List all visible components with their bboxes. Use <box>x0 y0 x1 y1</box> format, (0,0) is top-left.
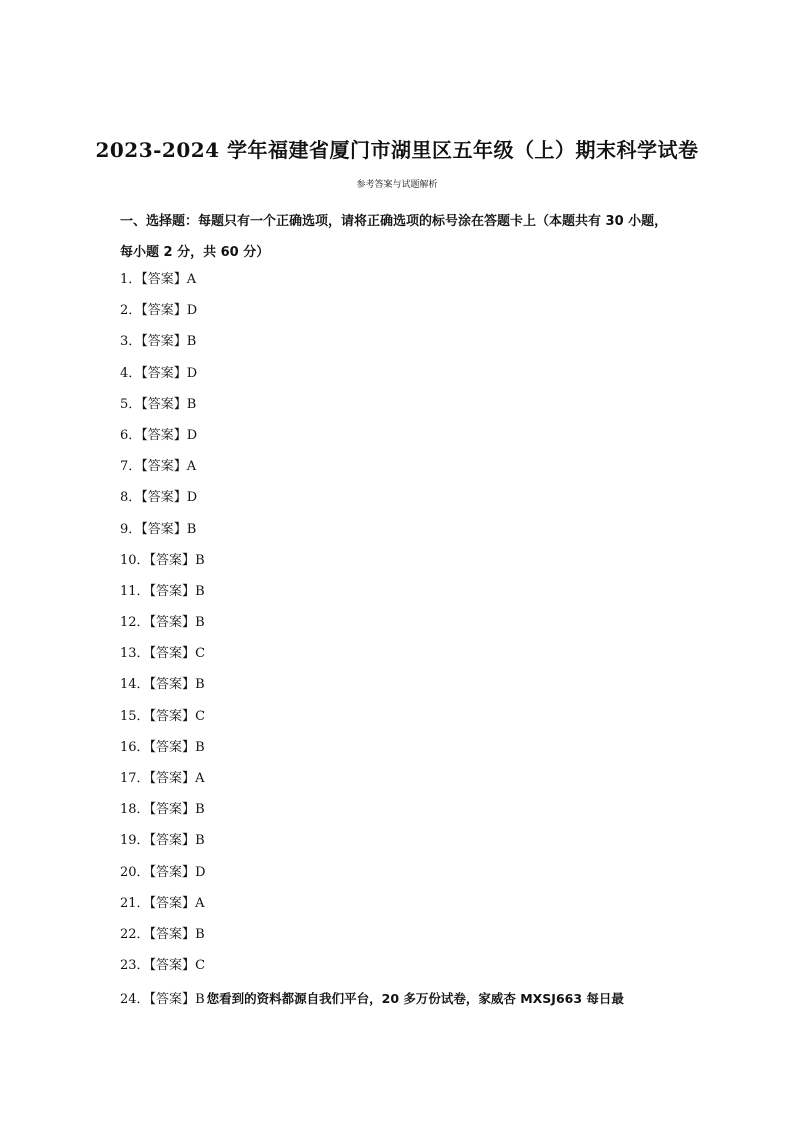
answer-value: B <box>195 739 205 755</box>
answer-value: C <box>195 708 206 724</box>
answer-value: B <box>195 992 205 1008</box>
answer-label: 【答案】 <box>149 677 196 693</box>
answer-row <box>120 638 680 669</box>
answer-value: A <box>186 459 197 475</box>
answer-label: 【答案】 <box>149 926 196 942</box>
answer-row <box>120 701 680 732</box>
answer-label: 【答案】 <box>141 303 187 319</box>
promo-text: 您看到的资料都源自我们平台，20 多万份试卷，家威杏 MXSJ663 每日最 <box>206 991 624 1007</box>
answer-number: 15． <box>120 708 150 724</box>
answer-label: 【答案】 <box>149 708 196 724</box>
answer-number: 19． <box>120 833 150 849</box>
answer-value: C <box>195 646 206 662</box>
answer-label: 【答案】 <box>149 615 196 631</box>
answer-value: B <box>195 802 205 818</box>
answer-value: D <box>186 303 198 319</box>
answer-number: 1． <box>120 272 142 287</box>
answer-number: 13． <box>120 646 150 662</box>
answer-number: 10． <box>120 552 150 568</box>
answer-row <box>120 732 680 763</box>
answer-label: 【答案】 <box>149 895 196 911</box>
answer-label: 【答案】 <box>141 334 187 350</box>
answer-label: 【答案】 <box>149 646 196 662</box>
answer-number: 2． <box>120 303 142 319</box>
answer-number: 14． <box>120 677 150 693</box>
answer-value: B <box>195 833 205 849</box>
answer-row <box>120 919 680 950</box>
answer-row <box>120 794 680 825</box>
answer-label: 【答案】 <box>149 583 196 599</box>
answer-number: 8． <box>120 490 142 506</box>
answer-label: 【答案】 <box>149 771 196 786</box>
answer-row <box>120 545 680 576</box>
answer-value: B <box>186 334 197 350</box>
answer-number: 17． <box>120 771 150 786</box>
answer-number: 18． <box>120 802 150 818</box>
answer-value: B <box>195 552 205 568</box>
answer-number: 23． <box>120 958 150 974</box>
answer-number: 9． <box>120 521 142 537</box>
answer-value: B <box>195 677 205 693</box>
answer-row <box>120 950 680 981</box>
answer-label: 【答案】 <box>141 396 187 412</box>
answer-row <box>120 451 680 482</box>
answer-label: 【答案】 <box>149 833 196 849</box>
answer-value: B <box>186 521 197 537</box>
answer-value: B <box>195 926 205 942</box>
answer-row <box>120 888 680 919</box>
answer-number: 16． <box>120 739 150 755</box>
answer-number: 4． <box>120 365 142 381</box>
answer-value: D <box>186 365 198 381</box>
answer-row <box>120 576 680 607</box>
answer-number: 21． <box>120 895 150 911</box>
answer-number: 22． <box>120 926 150 942</box>
answer-value: D <box>186 490 198 506</box>
answer-label: 【答案】 <box>149 992 196 1008</box>
page-subtitle: 参考答案与试题解析 <box>356 180 438 190</box>
section-heading: 一、选择题：每题只有一个正确选项，请将正确选项的标号涂在答题卡上（本题共有 30 小题，每小题 2 分，共 60 分） <box>120 214 668 260</box>
answer-label: 【答案】 <box>149 958 196 974</box>
answer-label: 【答案】 <box>141 521 187 537</box>
answer-row <box>120 763 680 794</box>
answer-value: B <box>186 396 197 412</box>
answer-label: 【答案】 <box>141 272 187 287</box>
answer-row <box>120 358 680 389</box>
answer-label: 【答案】 <box>149 864 196 880</box>
answer-label: 【答案】 <box>141 490 187 506</box>
answer-list <box>120 264 680 1015</box>
answer-label: 【答案】 <box>141 365 187 381</box>
answer-row <box>120 389 680 420</box>
answer-row <box>120 420 680 451</box>
answer-row <box>120 825 680 856</box>
answer-row <box>120 326 680 357</box>
answer-value: C <box>195 958 206 974</box>
answer-value: B <box>195 615 205 631</box>
answer-row <box>120 669 680 700</box>
answer-number: 7． <box>120 459 142 475</box>
answer-value: A <box>195 771 205 786</box>
answer-number: 11． <box>120 583 150 599</box>
answer-label: 【答案】 <box>149 802 196 818</box>
answer-number: 24． <box>120 992 150 1008</box>
answer-number: 12． <box>120 615 150 631</box>
answer-number: 6． <box>120 427 142 443</box>
answer-value: D <box>186 427 198 443</box>
answer-row <box>120 607 680 638</box>
answer-row <box>120 264 680 295</box>
answer-row <box>120 482 680 513</box>
answer-number: 3． <box>120 334 142 350</box>
answer-row <box>120 983 680 1014</box>
answer-label: 【答案】 <box>149 552 196 568</box>
answer-value: A <box>195 895 205 911</box>
answer-label: 【答案】 <box>141 459 187 475</box>
answer-row <box>120 514 680 545</box>
page-title: 2023-2024 学年福建省厦门市湖里区五年级（上）期末科学试卷 <box>95 138 699 162</box>
answer-value: B <box>195 583 205 599</box>
answer-row <box>120 295 680 326</box>
answer-number: 5． <box>120 396 142 412</box>
answer-row <box>120 857 680 888</box>
answer-number: 20． <box>120 864 150 880</box>
answer-label: 【答案】 <box>149 739 196 755</box>
answer-value: D <box>195 864 206 880</box>
answer-value: A <box>186 272 197 287</box>
answer-label: 【答案】 <box>141 427 187 443</box>
